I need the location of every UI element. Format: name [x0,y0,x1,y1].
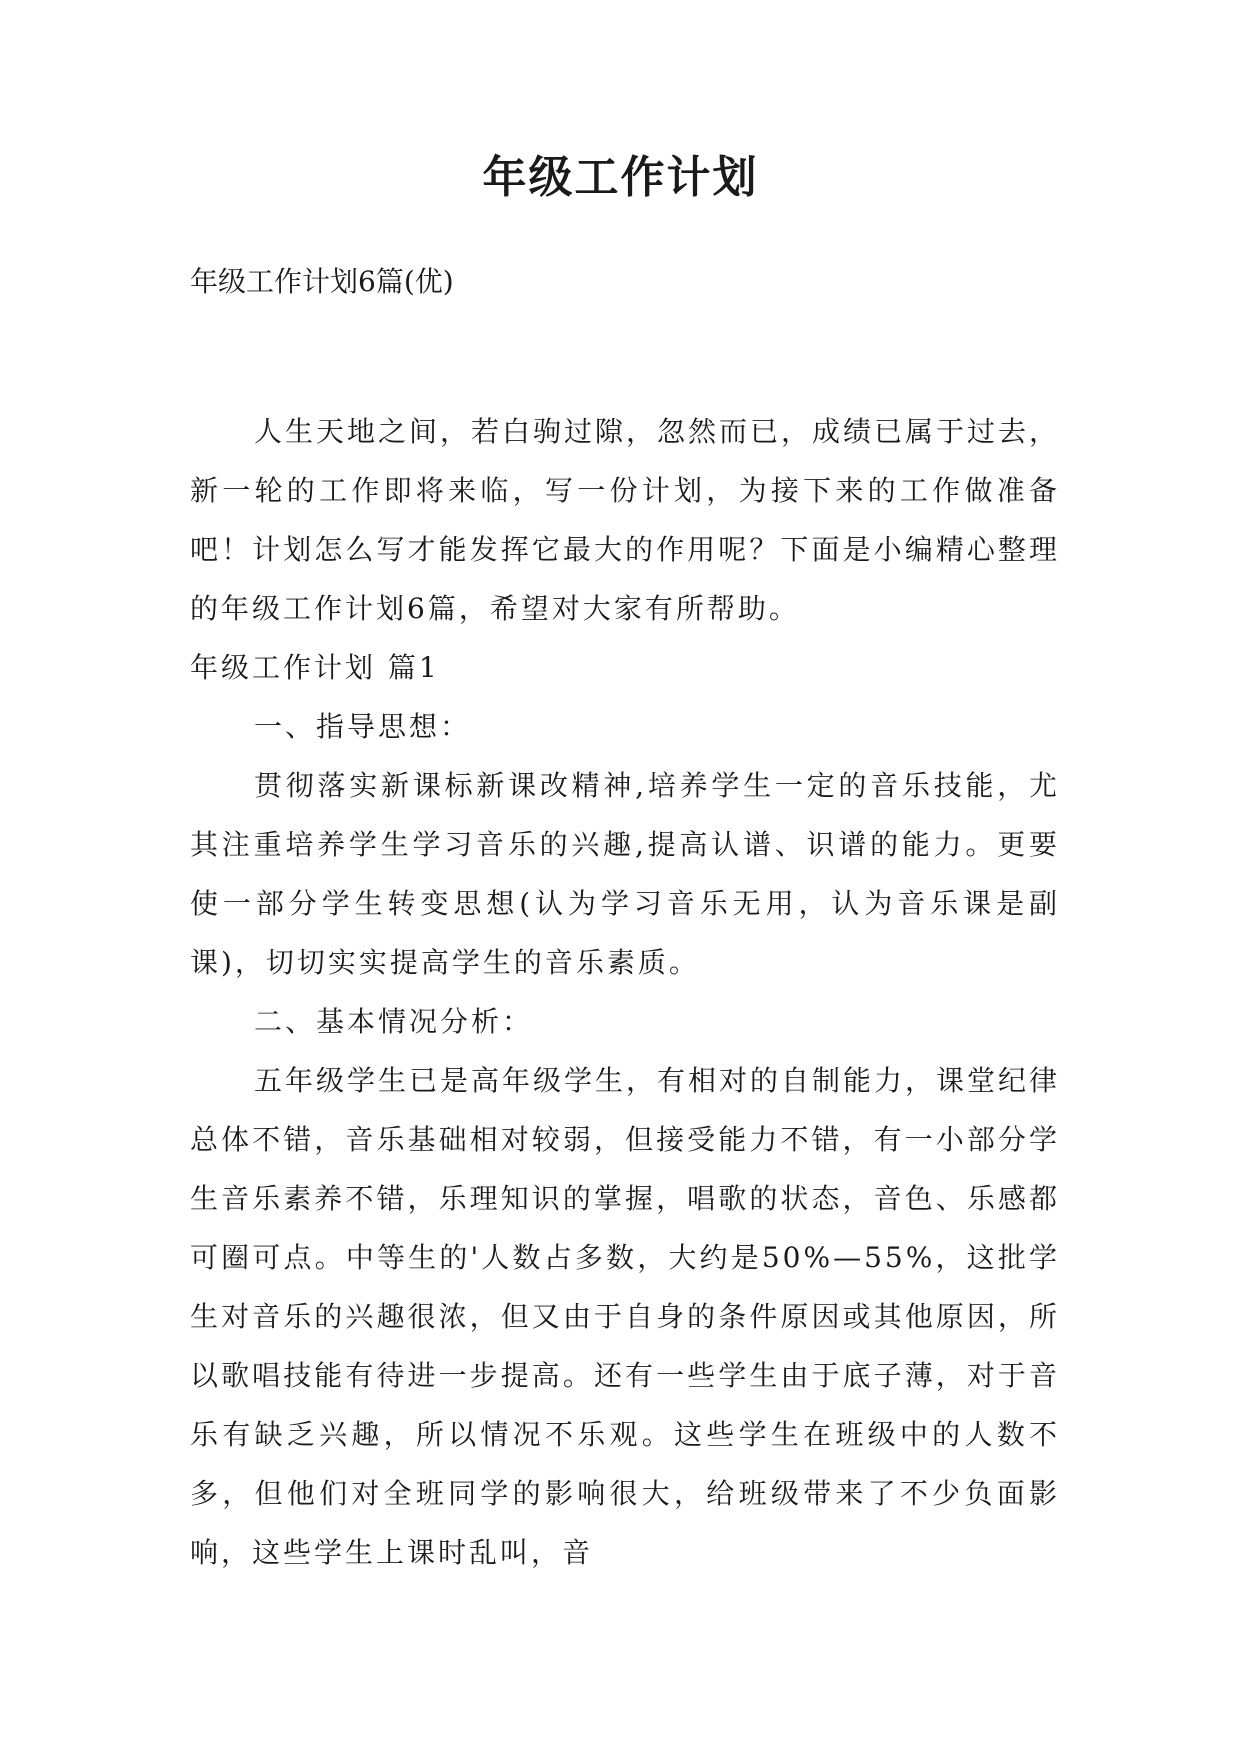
heading-guiding-ideology: 一、指导思想： [254,710,472,743]
document-subtitle: 年级工作计划6篇(优) [190,265,454,298]
paragraph-situation-analysis: 五年级学生已是高年级学生，有相对的自制能力，课堂纪律总体不错，音乐基础相对较弱，但接受能力不错，有一小部分学生音乐素养不错，乐理知识的掌握，唱歌的状态，音色、乐感都可圈可点。中等生的'人数占多数，大约是50%—55%，这批学生对音乐的兴趣很浓，但又由于自身的条件原因或其他原因，所以歌唱技能有待进一步提高。还有一些学生由于底子薄，对于音乐有缺乏兴趣，所以情况不乐观。这些学生在班级中的人数不多，但他们对全班同学的影响很大，给班级带来了不少负面影响，这些学生上课时乱叫，音 [190,1064,1061,1569]
paragraph-guiding-ideology: 贯彻落实新课标新课改精神,培养学生一定的音乐技能，尤其注重培养学生学习音乐的兴趣,提高认谱、识谱的能力。更要使一部分学生转变思想(认为学习音乐无用，认为音乐课是副课)，切切实实提高学生的音乐素质。 [190,769,1060,979]
section-heading: 年级工作计划 篇1 [190,651,440,684]
intro-paragraph: 人生天地之间，若白驹过隙，忽然而已，成绩已属于过去，新一轮的工作即将来临，写一份计划，为接下来的工作做准备吧！计划怎么写才能发挥它最大的作用呢？下面是小编精心整理的年级工作计划6篇，希望对大家有所帮助。 [190,415,1061,625]
document-title: 年级工作计划 [482,152,759,203]
heading-situation-analysis: 二、基本情况分析： [254,1005,534,1038]
document-body [190,402,1060,1582]
